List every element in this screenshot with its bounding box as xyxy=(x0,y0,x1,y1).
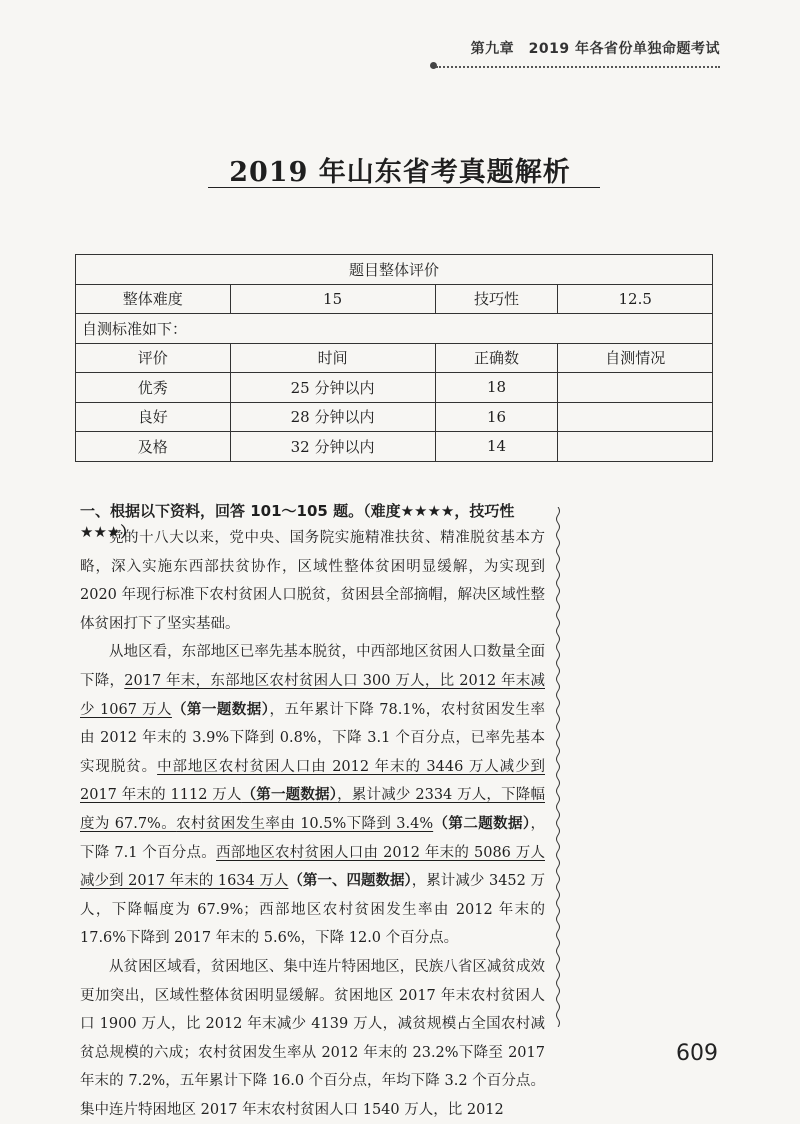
skill-label: 技巧性 xyxy=(435,284,558,314)
underlined-text: 农村贫困发生率由 10.5%下降到 3.4% xyxy=(176,815,434,832)
title-rule xyxy=(208,187,600,188)
table-header-row xyxy=(76,343,713,373)
correct-cell: 16 xyxy=(435,402,558,432)
evaluation-table xyxy=(75,254,713,462)
time-cell: 25 分钟以内 xyxy=(230,373,435,403)
time-cell: 32 分钟以内 xyxy=(230,432,435,462)
underlined-text: ，累计减少 2334 万人，下降幅度为 67.7%。 xyxy=(80,787,545,832)
paragraph: 党的十八大以来，党中央、国务院实施精准扶贫、精准脱贫基本方略，深入实施东西部扶贫协作，区域性整体贫困明显缓解，为实现到 2020 年现行标准下农村贫困人口脱贫，贫困县全部摘帽，解决区域性整体贫困打下了坚实基础。 xyxy=(80,530,545,632)
difficulty-value: 15 xyxy=(230,284,435,314)
self-check-cell xyxy=(558,402,713,432)
table-row xyxy=(76,402,713,432)
column-header: 时间 xyxy=(230,343,435,373)
difficulty-label: 整体难度 xyxy=(76,284,231,314)
question-marker: （第二题数据） xyxy=(433,814,531,832)
question-marker: （第一、四题数据） xyxy=(288,872,412,890)
underlined-text: 2017 年末，东部地区农村贫困人口 300 万人，比 2012 年末减少 1067 万人 xyxy=(80,672,545,718)
note-row xyxy=(76,314,713,344)
table-row xyxy=(76,432,713,462)
underlined-text: 西部地区农村贫困人口由 2012 年末的 5086 万人减少到 2017 年末的 1634 万人 xyxy=(80,844,545,890)
table-row xyxy=(76,373,713,403)
self-check-cell xyxy=(558,373,713,403)
question-marker: （第一题数据） xyxy=(241,786,338,804)
column-header: 正确数 xyxy=(435,343,558,373)
correct-cell: 14 xyxy=(435,432,558,462)
table-caption: 题目整体评价 xyxy=(76,255,713,285)
table-caption-row xyxy=(76,255,713,285)
underlined-text: 中部地区农村贫困人口由 2012 年末的 3446 万人减少到 2017 年末的 1112 万人 xyxy=(80,758,545,804)
column-header: 自测情况 xyxy=(558,343,713,373)
page-title: 2019 年山东省考真题解析 xyxy=(229,157,571,188)
header-dotted-rule xyxy=(436,66,720,68)
grade-cell: 良好 xyxy=(76,402,231,432)
wavy-margin-line xyxy=(555,507,561,1027)
text-run: ，下降 7.1 个百分点。 xyxy=(80,815,546,861)
running-head: 第九章 2019 年各省份单独命题考试 xyxy=(470,41,720,57)
text-run: ，五年累计下降 78.1%，农村贫困发生率由 2012 年末的 3.9%下降到 0.8%，下降 3.1 个百分点，已率先基本实现脱贫。 xyxy=(80,701,546,775)
section-heading: 一、根据以下资料，回答 101～105 题。（难度★★★★，技巧性★★★） xyxy=(80,502,515,541)
paragraph xyxy=(80,638,545,953)
skill-value: 12.5 xyxy=(558,284,713,314)
self-check-cell xyxy=(558,432,713,462)
passage xyxy=(80,524,545,1124)
time-cell: 28 分钟以内 xyxy=(230,402,435,432)
correct-cell: 18 xyxy=(435,373,558,403)
table-note: 自测标准如下： xyxy=(76,314,713,344)
grade-cell: 及格 xyxy=(76,432,231,462)
column-header: 评价 xyxy=(76,343,231,373)
question-marker: （第一题数据） xyxy=(171,700,270,718)
paragraph: 从贫困区域看，贫困地区、集中连片特困地区，民族八省区减贫成效更加突出，区域性整体贫困明显缓解。贫困地区 2017 年末农村贫困人口 1900 万人，比 2012 年末减少 4139 万人，减贫规模占全国农村减贫总规模的六成；农村贫困发生率从 2012 年末的 23.2%下降至 2017 年末的 7.2%，五年累计下降 16.0 个百分点，年均下降 3.2 个百分点。集中连片特困地区 2017 年末农村贫困人口 1540 万人，比 2012 xyxy=(80,958,545,1118)
text-run: 从地区看，东部地区已率先基本脱贫，中西部地区贫困人口数量全面下降， xyxy=(80,644,545,689)
page-number: 609 xyxy=(676,1041,718,1066)
grade-cell: 优秀 xyxy=(76,373,231,403)
text-run: ，累计减少 3452 万人，下降幅度为 67.9%；西部地区农村贫困发生率由 2012 年末的 17.6%下降到 2017 年末的 5.6%，下降 12.0 个百分点。 xyxy=(80,873,545,947)
overall-row xyxy=(76,284,713,314)
